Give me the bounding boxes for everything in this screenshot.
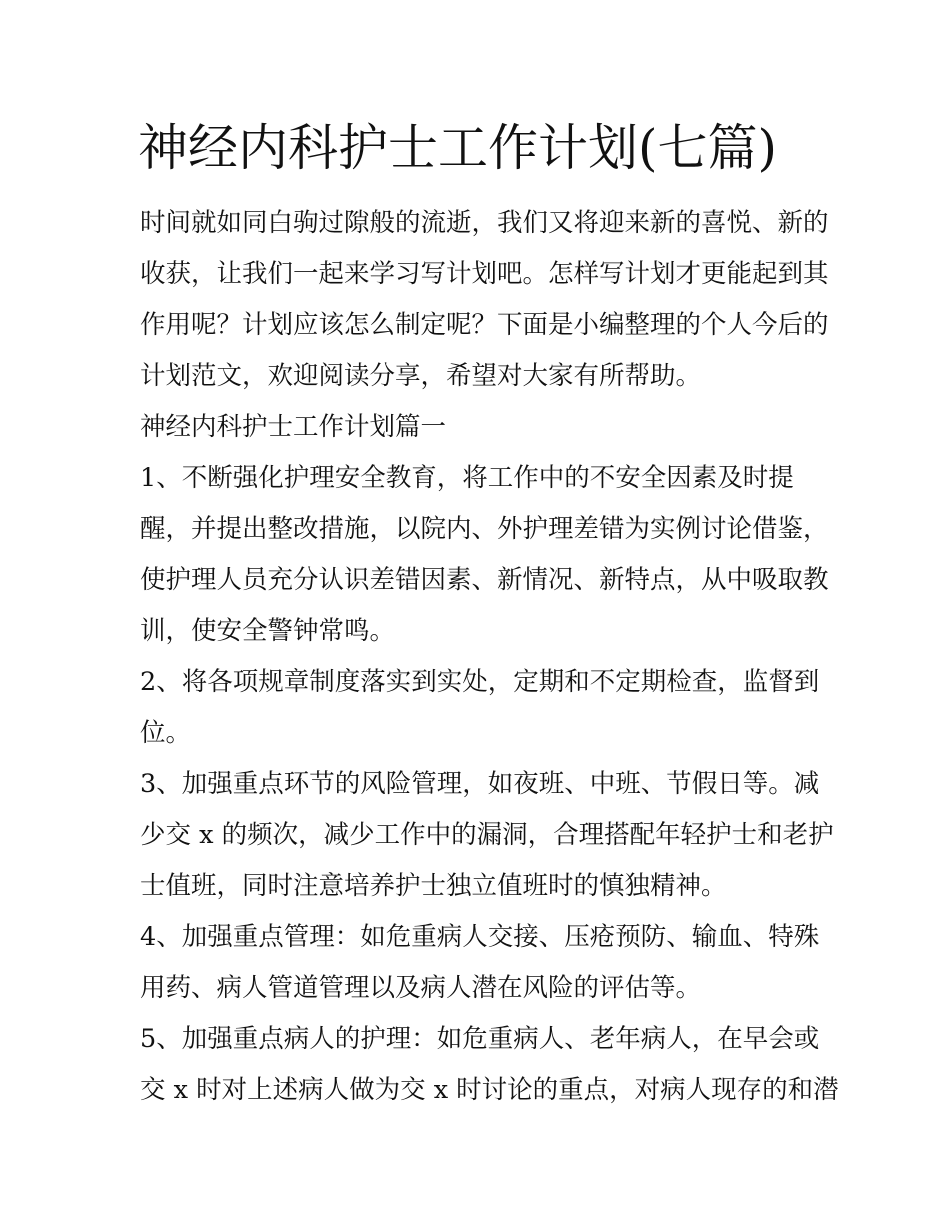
text-line: 2、将各项规章制度落实到实处，定期和不定期检查，监督到 xyxy=(140,667,820,697)
text-line: 3、加强重点环节的风险管理，如夜班、中班、节假日等。减 xyxy=(140,769,820,799)
text-line: 1、不断强化护理安全教育，将工作中的不安全因素及时提 xyxy=(140,463,794,493)
text-line: 4、加强重点管理：如危重病人交接、压疮预防、输血、特殊 xyxy=(140,922,820,952)
text-line: 作用呢？计划应该怎么制定呢？下面是小编整理的个人今后的 xyxy=(140,310,829,340)
text-line: 用药、病人管道管理以及病人潜在风险的评估等。 xyxy=(140,973,702,1003)
text-line: 使护理人员充分认识差错因素、新情况、新特点，从中吸取教 xyxy=(140,565,829,595)
document-body xyxy=(140,203,839,1121)
text-line: 醒，并提出整改措施，以院内、外护理差错为实例讨论借鉴， xyxy=(140,514,829,544)
text-line: 5、加强重点病人的护理：如危重病人、老年病人，在早会或 xyxy=(140,1024,820,1054)
text-line: 计划范文，欢迎阅读分享，希望对大家有所帮助。 xyxy=(140,361,702,391)
text-line: 训，使安全警钟常鸣。 xyxy=(140,616,396,646)
text-line: 收获，让我们一起来学习写计划吧。怎样写计划才更能起到其 xyxy=(140,259,829,289)
text-line: 少交 x 的频次，减少工作中的漏洞，合理搭配年轻护士和老护 xyxy=(140,820,834,850)
text-line: 士值班，同时注意培养护士独立值班时的慎独精神。 xyxy=(140,871,727,901)
text-line: 时间就如同白驹过隙般的流逝，我们又将迎来新的喜悦、新的 xyxy=(140,208,829,238)
document-title: 神经内科护士工作计划(七篇) xyxy=(138,119,778,177)
section-heading: 神经内科护士工作计划篇一 xyxy=(140,412,447,442)
text-line: 位。 xyxy=(140,718,192,748)
text-line: 交 x 时对上述病人做为交 x 时讨论的重点，对病人现存的和潜 xyxy=(140,1075,839,1105)
